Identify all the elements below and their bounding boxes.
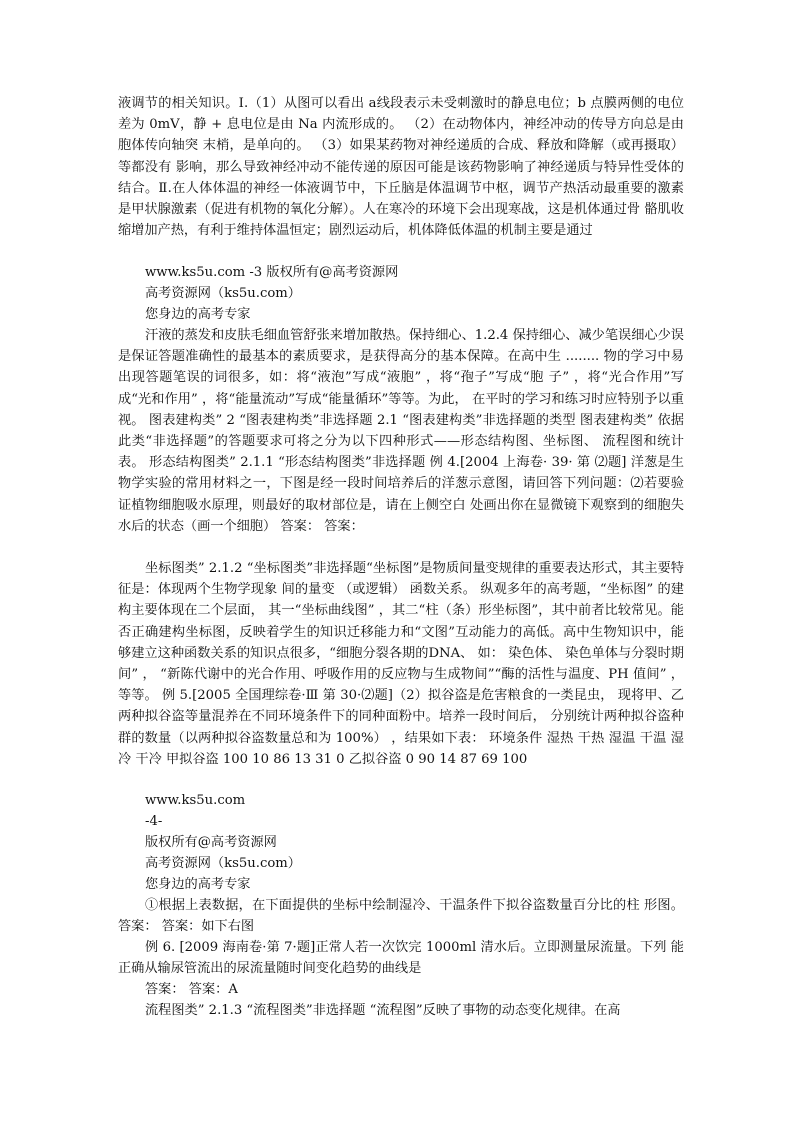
paragraph-example-6 (118, 937, 684, 979)
page-footer-url: www.ks5u.com (145, 793, 246, 808)
paragraph-text: ①根据上表数据，在下面提供的坐标中绘制湿冷、干温条件下拟谷盗数量百分比的柱 形图。 答案： 答案：如下右图 (118, 898, 684, 935)
page-header-site: 高考资源网（ks5u.com） (145, 286, 301, 301)
paragraph-chart-construction (118, 325, 684, 537)
paragraph-bar-chart-question (118, 895, 684, 937)
answer-line: 答案： 答案：A (145, 982, 238, 997)
paragraph-flowchart (118, 1000, 684, 1021)
page-footer-3: www.ks5u.com -3 版权所有@高考资源网 (145, 265, 399, 280)
paragraph-text: 流程图类” 2.1.3 “流程图类”非选择题 “流程图”反映了事物的动态变化规律。在高 (145, 1003, 621, 1018)
page-header-slogan: 您身边的高考专家 (145, 307, 251, 322)
page-header-site: 高考资源网（ks5u.com） (145, 856, 301, 871)
paragraph-nerve-conduction: 液调节的相关知识。Ⅰ.（1）从图可以看出 a线段表示未受刺激时的静息电位；b 点膜两侧的电位差为 0mV，静 + 息电位是由 Na 内流形成的。 （2）在动物体内，神经冲动的传导方向总是由胞体传向轴突 末梢，是单向的。 （3）如果某药物对神经递质的合成、释放和降解（或再摄取）等都没有 影响，那么导致神经冲动不能传递的原因可能是该药物影响了神经递质与特异性受体的结合。Ⅱ.在人体体温的神经一体液调节中，下丘脑是体温调节中枢，调节产热活动最重要的激素是甲状腺激素（促进有机物的氧化分解）。人在寒冷的环境下会出现寒战，这是机体通过骨 骼肌收缩增加产热，有利于维持体温恒定；剧烈运动后，机体降低体温的机制主要是通过 (118, 96, 684, 239)
page-number: -4- (145, 814, 163, 829)
paragraph-coordinate-chart (118, 558, 684, 770)
paragraph-text: 汗液的蒸发和皮肤毛细血管舒张来增加散热。保持细心、1.2.4 保持细心、减少笔误细心少误是保证答题准确性的最基本的素质要求，是获得高分的基本保障。在高中生 ........ 物的学习中易出现答题笔误的词很多，如：将“液泡”写成“液胞” ，将“孢子”写成“胞 子” ，将“光合作用”写成“光和作用” ，将“能量流动”写成“能量循环”等等。为此， 在平时的学习和练习时应特别予以重视。 图表建构类” 2 “图表建构类”非选择题 2.1 “图表建构类”非选择题的类型 图表建构类” 依据此类“非选择题”的答题要求可将之分为以下四种形式——形态结构图、坐标图、 流程图和统计表。 形态结构图类” 2.1.1 “形态结构图类”非选择题 例 4.[2004 上海卷· 39· 第 ⑵题] 洋葱是生物学实验的常用材料之一，下图是经一段时间培养后的洋葱示意图，请回答下列问题：⑵若要验证植物细胞吸水原理，则最好的取材部位是，请在上侧空白 处画出你在显微镜下观察到的细胞失水后的状态（画一个细胞） 答案： 答案： (118, 328, 684, 534)
paragraph-text: 坐标图类” 2.1.2 “坐标图类”非选择题“坐标图”是物质间量变规律的重要表达形式，其主要特征是：体现两个生物学现象 间的量变 （或逻辑） 函数关系。 纵观多年的高考题，“坐标图” 的建构主要体现在二个层面， 其一“坐标曲线图” ，其二“柱（条）形坐标图”，其中前者比较常见。能否正确建构坐标图，反映着学生的知识迁移能力和“文图”互动能力的高低。高中生物知识中，能够建立这种函数关系的知识点很多，“细胞分裂各期的DNA、 如： 染色体、 染色单体与分裂时期间” ， “新陈代谢中的光合作用、呼吸作用的反应物与生成物间”“酶的活性与温度、PH 值间” ， 等等。 例 5.[2005 全国理综卷·Ⅲ 第 30·⑵题]（2）拟谷盗是危害粮食的一类昆虫， 现将甲、乙两种拟谷盗等量混养在不同环境条件下的同种面粉中。培养一段时间后， 分别统计两种拟谷盗种群的数量（以两种拟谷盗数量总和为 100%） ，结果如下表： 环境条件 湿热 干热 湿温 干温 湿冷 干冷 甲拟谷盗 100 10 86 13 31 0 乙拟谷盗 0 90 14 87 69 100 (118, 561, 684, 767)
paragraph-text: 例 6. [2009 海南卷·第 7·题]正常人若一次饮完 1000ml 清水后。立即测量尿流量。下列 能正确从输尿管流出的尿流量随时间变化趋势的曲线是 (118, 940, 684, 977)
page-footer-copyright: 版权所有@高考资源网 (145, 835, 277, 850)
page-header-slogan: 您身边的高考专家 (145, 877, 251, 892)
